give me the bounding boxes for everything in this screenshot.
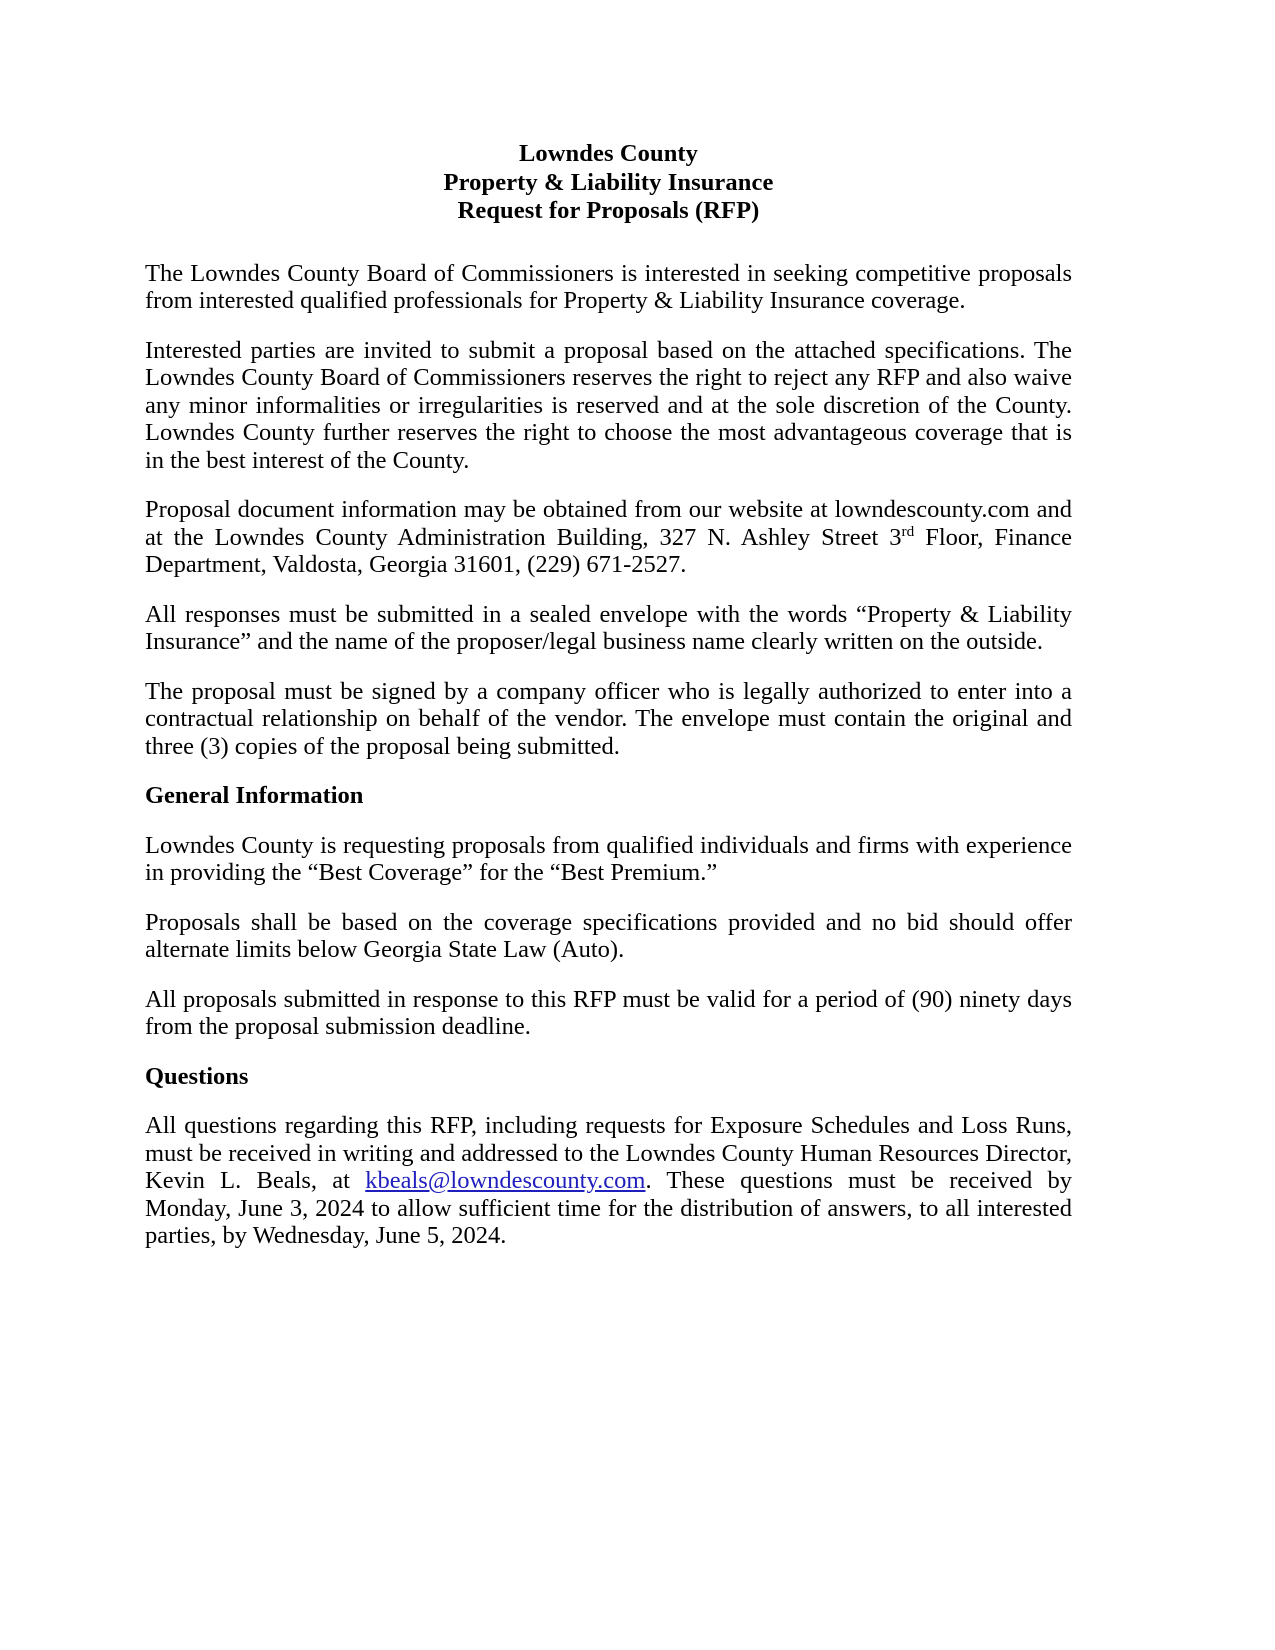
heading-general-information: General Information — [145, 782, 364, 809]
paragraph-coverage-specifications: Proposals shall be based on the coverage specifications provided and no bid should offer alternate limits below Georgia State Law (Auto). — [145, 908, 1072, 963]
title-line-county: Lowndes County — [518, 140, 699, 167]
document-title-block — [145, 140, 1072, 226]
paragraph-validity-period: All proposals submitted in response to this RFP must be valid for a period of (90) ninety days from the proposal submission deadline. — [145, 985, 1072, 1040]
email-link-kbeals[interactable]: kbeals@lowndescounty.com — [365, 1167, 646, 1194]
title-line-subject: Property & Liability Insurance — [443, 168, 774, 196]
paragraph-questions — [145, 1112, 1072, 1250]
questions-text-part1: All questions regarding this RFP, including requests for Exposure Schedules and Loss Runs, must be received in writing and addressed to the Lowndes County Human Resources Director, Kevin L. Beals, at — [145, 1112, 1072, 1194]
heading-questions: Questions — [145, 1062, 249, 1090]
document-info-text-part1: Proposal document information may be obtained from our website at lowndescounty.com and at the Lowndes County Administration Building, 327 N. Ashley Street 3 — [145, 496, 1072, 551]
paragraph-general-information: Lowndes County is requesting proposals from qualified individuals and firms with experience in providing the “Best Coverage” for the “Best Premium.” — [145, 831, 1072, 886]
ordinal-suffix-rd: rd — [901, 522, 915, 540]
paragraph-signature-requirement: The proposal must be signed by a company officer who is legally authorized to enter into a contractual relationship on behalf of the vendor. The envelope must contain the original and three (3) copies of the proposal being submitted. — [145, 677, 1072, 760]
questions-text-part2: . These questions must be received by Monday, June 3, 2024 to allow sufficient time for the distribution of answers, to all interested parties, by Wednesday, June 5, 2024. — [145, 1167, 1072, 1249]
title-line-rfp: Request for Proposals (RFP) — [457, 197, 760, 224]
paragraph-sealed-envelope: All responses must be submitted in a sealed envelope with the words “Property & Liability Insurance” and the name of the proposer/legal business name clearly written on the outside. — [145, 600, 1072, 655]
document-info-text-part2: Floor, Finance Department, Valdosta, Georgia 31601, (229) 671-2527. — [145, 523, 1072, 578]
paragraph-document-info — [145, 496, 1072, 579]
paragraph-intro: The Lowndes County Board of Commissioners is interested in seeking competitive proposals from interested qualified professionals for Property & Liability Insurance coverage. — [145, 259, 1072, 314]
paragraph-invitation: Interested parties are invited to submit a proposal based on the attached specifications. The Lowndes County Board of Commissioners reserves the right to reject any RFP and also waive any minor informalities or irregularities is reserved and at the sole discretion of the County. Lowndes County further reserves the right to choose the most advantageous coverage that is in the best interest of the County. — [145, 336, 1072, 474]
